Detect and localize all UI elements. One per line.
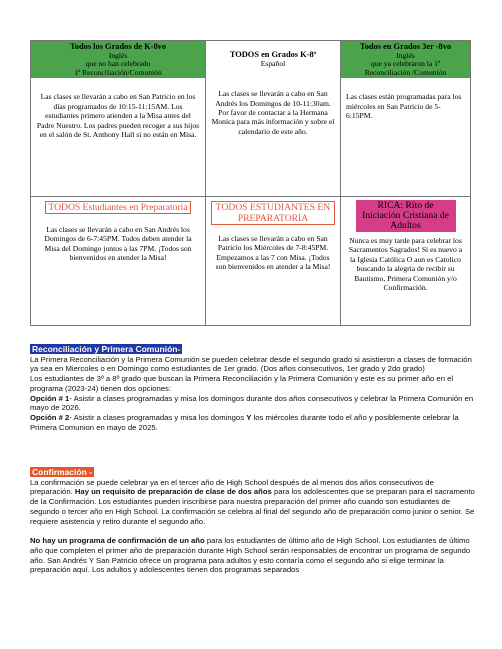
cell-body: Las clases se llevarán a cabo en San Andrés los Domingos de 6-7:45PM. Todos deben atender la Misa del Domingo juntos a las 7PM. ¡Todos son bienvenidos en atender la Misa! — [44, 225, 192, 263]
cell-line: Español — [260, 58, 286, 68]
cell-line: 1ª Reconciliación/Comunión — [74, 67, 162, 77]
cell-k8-english — [31, 41, 206, 197]
cell-title-pink: RICA: Rito de Iniciación Cristiana de Adultos — [356, 200, 456, 232]
cell-line: que no han celebrado — [85, 59, 151, 69]
cell-body: Las clases se llevarán a cabo en San Andrés los Domingos de 10-11:30am. Por favor de contactar a la Hermana Monica para más información y sobre el calendario de este año. — [211, 89, 335, 136]
cell-body: Nunca es muy tarde para celebrar los Sacramentos Sagrados! Si es nuevo a la Iglesia Católica O aun es Catolico buscando la alegria de recibir su Bautismo, Primera Comunión y/o Confirmación. — [348, 236, 463, 293]
cell-title: Todos en Grados 3er -8vo — [359, 42, 452, 51]
confirmacion-section — [30, 467, 475, 575]
cell-header — [206, 41, 340, 69]
section-heading: Confirmación - — [32, 467, 92, 477]
section-heading: Reconciliación y Primera Comunión- — [32, 344, 181, 354]
cell-header-green — [31, 41, 205, 78]
cell-title-red: TODOS ESTUDIANTES EN PREPARATORIA — [211, 201, 335, 225]
cell-line: Inglés — [108, 50, 128, 60]
option-1: Opción # 1- Asistir a clases programadas y misa los domingos durante dos años consecutivos y celebrar la Primera Comunión en mayo de 2026. — [30, 393, 474, 413]
paragraph: No hay un programa de confirmación de un año para los estudiantes de último año de High School. Los estudiantes de último año que completen el primer año de preparación durante High School serán responsables de encontrar un programa de segundo año. San Andrés Y San Patricio ofrece un programa para adultos y esto contaría como el segundo año si elige terminar la preparación aquí. Los adultos y adolescentes tienen dos programas separados — [30, 536, 471, 575]
cell-body: Las clases se llevarán a cabo en San Patricio en los días programados de 10:15-11:15AM. Los estudiantes primero atienden a la Misa antes del Padre Nuestro. Los padres pueden recoger a sus hijos en el salón de St. Anthony Hall si no están en Misa. — [36, 92, 200, 139]
paragraph: Los estudiantes de 3º a 8º grado que buscan la Primera Reconciliación y la Primera Comunión y este es su primer año en el programa (2023-24) tienen dos opciones: — [30, 374, 454, 393]
cell-title-red: TODOS Estudiantes en Preparatoria — [45, 201, 190, 214]
cell-highschool-sunday — [31, 197, 206, 326]
cell-body: Las clases se llevarán a cabo en San Patricio los Miércoles de 7-8:45PM. Empezamos a las 7 con Misa. ¡Todos son bienvenidos en atender a la Misa! — [215, 234, 331, 272]
cell-title: TODOS en Grados K-8ª — [229, 50, 317, 59]
cell-line: Inglés — [396, 50, 415, 60]
option-2: Opción # 2- Asistir a clases programadas y misa los domingos Y los miércoles durante todo el año y posiblemente celebrar la Primera Comunion en mayo de 2025. — [30, 412, 459, 432]
cell-line: que ya celebraron la 1ª — [370, 59, 441, 69]
schedule-grid — [30, 40, 471, 326]
cell-line: Reconciliación /Comunión — [364, 67, 447, 77]
cell-title: Todos los Grados de K-8vo — [69, 42, 167, 51]
cell-3-8-english — [341, 41, 471, 197]
cell-k8-spanish — [206, 41, 341, 197]
cell-header-green — [341, 41, 470, 78]
cell-rica — [341, 197, 471, 326]
reconciliacion-section — [30, 344, 475, 432]
paragraph: La Primera Reconciliación y la Primera Comunión se pueden celebrar desde el segundo grado si asistieron a clases de formación ya sea en Miercoles o en Domingo como estudiantes de 1er grado. (Dos años consecutivos, 1er grado y 2do grado) — [30, 354, 472, 374]
paragraph: La confirmación se puede celebrar ya en el tercer año de High School después de al menos dos años consecutivos de preparación. Hay un requisito de preparación de clase de dos años para los adolescentes que se preparan para el sacramento de la Confirmación. Los estudiantes pueden inscribirse para nuestra preparación del primer año cuando son estudiantes de segundo o tercer año en High School. La confirmación se celebra al final del segundo año de preparación como junior o senior. Se requiere asistencia y retiro durante el segundo año. — [30, 477, 475, 526]
cell-body: Las clases están programadas para los miércoles en San Patricio de 5-6:15PM. — [346, 92, 462, 121]
cell-highschool-wednesday — [206, 197, 341, 326]
